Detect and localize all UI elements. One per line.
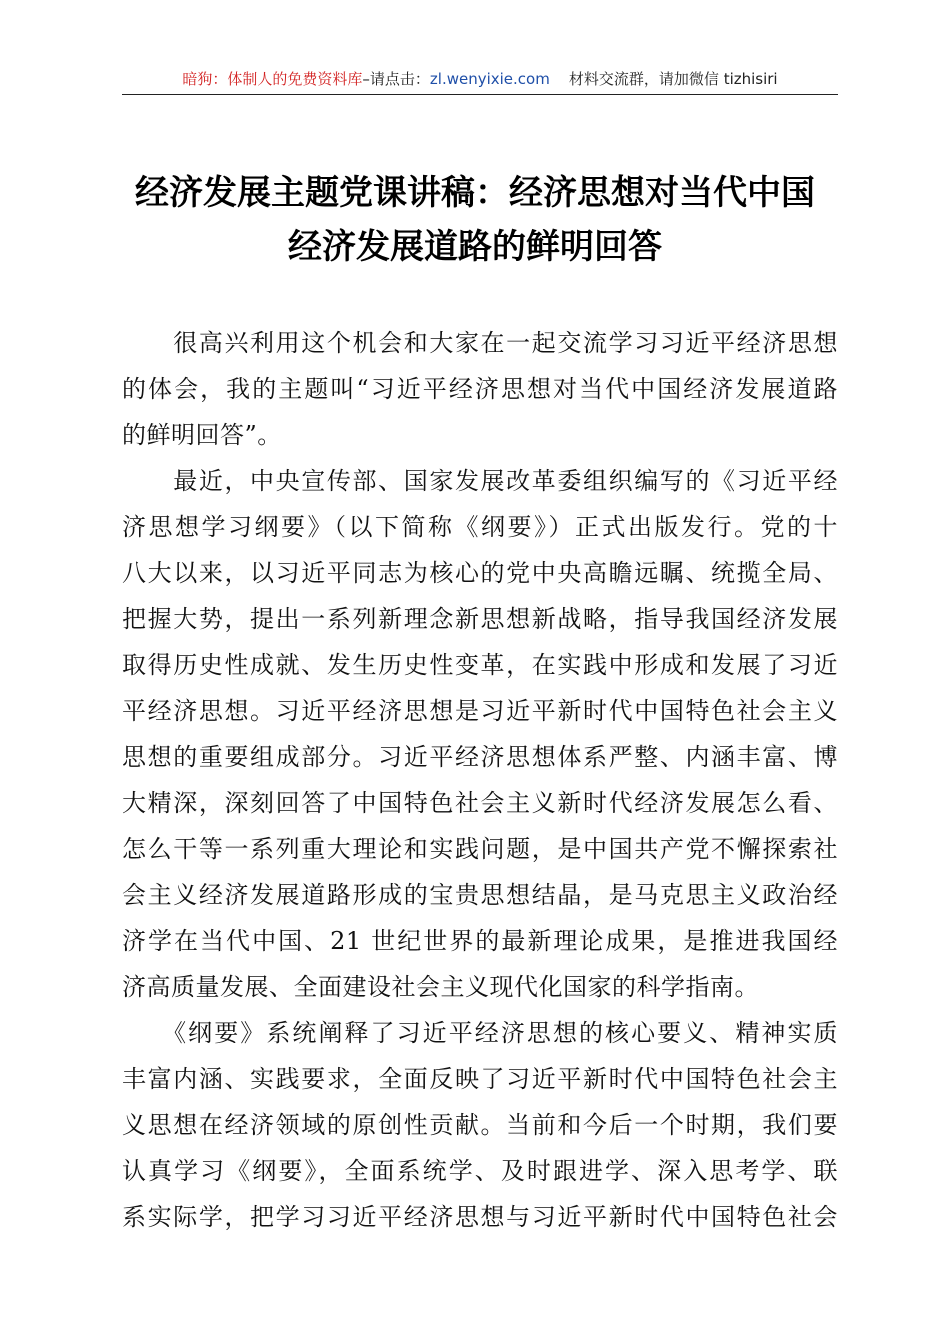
paragraph-line: 平经济思想。习近平经济思想是习近平新时代中国特色社会主义 — [122, 697, 838, 725]
paragraph-line: 丰富内涵、实践要求，全面反映了习近平新时代中国特色社会主 — [122, 1065, 838, 1093]
paragraph-2 — [122, 458, 838, 1010]
paragraph-line: 很高兴利用这个机会和大家在一起交流学习习近平经济思想 — [122, 329, 838, 357]
paragraph-line: 系实际学，把学习习近平经济思想与习近平新时代中国特色社会 — [122, 1203, 838, 1231]
paragraph-line: 济思想学习纲要》（以下简称《纲要》）正式出版发行。党的十 — [122, 513, 838, 541]
header-contact-text: 材料交流群，请加微信 tizhisiri — [568, 70, 778, 88]
title-line-1: 经济发展主题党课讲稿：经济思想对当代中国 — [135, 173, 815, 213]
title-line-2: 经济发展道路的鲜明回答 — [288, 227, 662, 267]
paragraph-line: 济高质量发展、全面建设社会主义现代化国家的科学指南。 — [122, 973, 759, 1001]
document-body — [122, 320, 838, 1240]
paragraph-line: 的鲜明回答”。 — [122, 421, 282, 449]
paragraph-line: 取得历史性成就、发生历史性变革，在实践中形成和发展了习近 — [122, 651, 838, 679]
paragraph-line: 《纲要》系统阐释了习近平经济思想的核心要义、精神实质 — [122, 1019, 838, 1047]
document-title — [110, 166, 840, 274]
paragraph-line: 大精深，深刻回答了中国特色社会主义新时代经济发展怎么看、 — [122, 789, 838, 817]
paragraph-1 — [122, 320, 838, 458]
header-source-text: 暗狗：体制人的免费资料库 — [182, 70, 363, 88]
paragraph-line: 义思想在经济领域的原创性贡献。当前和今后一个时期，我们要 — [122, 1111, 838, 1139]
paragraph-line: 思想的重要组成部分。习近平经济思想体系严整、内涵丰富、博 — [122, 743, 838, 771]
header-url-link[interactable]: zl.wenyixie.com — [429, 70, 550, 88]
paragraph-3 — [122, 1010, 838, 1240]
paragraph-line: 最近，中央宣传部、国家发展改革委组织编写的《习近平经 — [122, 467, 838, 495]
paragraph-line: 的体会，我的主题叫“习近平经济思想对当代中国经济发展道路 — [122, 375, 838, 403]
page-header — [122, 68, 838, 95]
paragraph-line: 济学在当代中国、21 世纪世界的最新理论成果，是推进我国经 — [122, 927, 838, 955]
paragraph-line: 认真学习《纲要》，全面系统学、及时跟进学、深入思考学、联 — [122, 1157, 838, 1185]
paragraph-line: 怎么干等一系列重大理论和实践问题，是中国共产党不懈探索社 — [122, 835, 838, 863]
header-click-prompt: –请点击： — [362, 70, 430, 88]
paragraph-line: 会主义经济发展道路形成的宝贵思想结晶，是马克思主义政治经 — [122, 881, 838, 909]
paragraph-line: 八大以来，以习近平同志为核心的党中央高瞻远瞩、统揽全局、 — [122, 559, 838, 587]
paragraph-line: 把握大势，提出一系列新理念新思想新战略，指导我国经济发展 — [122, 605, 838, 633]
